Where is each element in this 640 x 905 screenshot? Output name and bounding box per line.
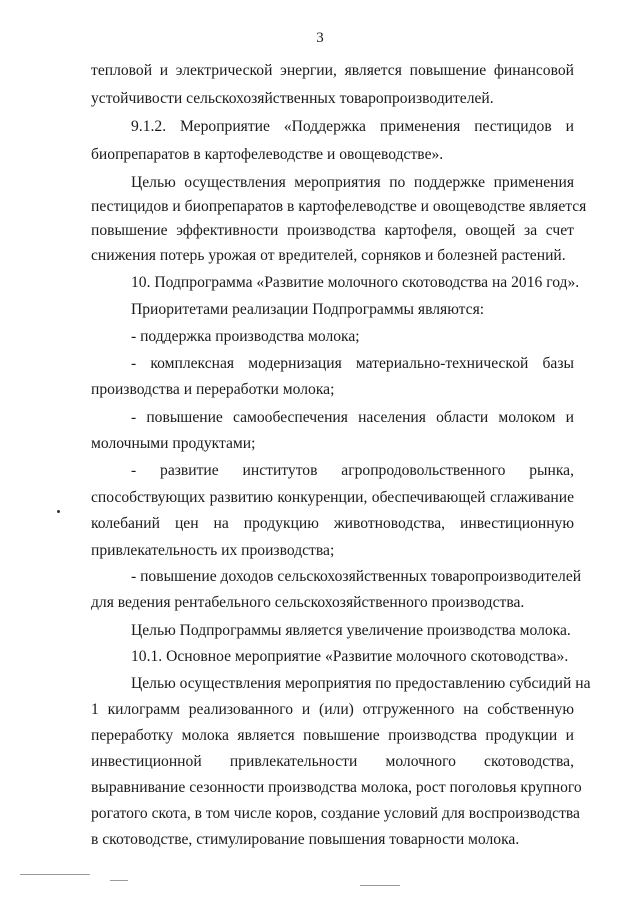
text-line: Целью Подпрограммы является увеличение производства молока. — [131, 622, 571, 639]
text-line: снижения потерь урожая от вредителей, сорняков и болезней растений. — [91, 247, 566, 264]
text-line: 10.1. Основное мероприятие «Развитие молочного скотоводства». — [131, 648, 569, 665]
scan-artifact-line — [110, 880, 128, 881]
text-line: производства и переработки молока; — [91, 381, 335, 398]
text-line: биопрепаратов в картофелеводстве и овощеводстве». — [91, 146, 444, 163]
text-line: 10. Подпрограмма «Развитие молочного скотоводства на 2016 год». — [131, 274, 580, 291]
text-line: - развитие институтов агропродовольственного рынка, — [131, 462, 574, 479]
text-line: Приоритетами реализации Подпрограммы являются: — [131, 301, 485, 318]
text-line: - повышение самообеспечения населения области молоком и — [131, 409, 574, 426]
text-line: инвестиционной привлекательности молочного скотоводства, — [91, 753, 574, 770]
text-line: - комплексная модернизация материально-технической базы — [131, 355, 574, 372]
text-line: привлекательность их производства; — [91, 542, 335, 559]
text-line: тепловой и электрической энергии, является повышение финансовой — [91, 62, 574, 79]
text-line: для ведения рентабельного сельскохозяйственного производства. — [91, 594, 525, 611]
scan-artifact-dot — [57, 510, 60, 513]
scan-artifact-line — [360, 885, 400, 886]
text-line: - повышение доходов сельскохозяйственных товаропроизводителей — [131, 568, 582, 585]
text-line: способствующих развитию конкуренции, обеспечивающей сглаживание — [91, 489, 574, 506]
text-line: колебаний цен на продукцию животноводства, инвестиционную — [91, 515, 574, 532]
text-line: 9.1.2. Мероприятие «Поддержка применения пестицидов и — [131, 118, 574, 135]
text-line: в скотоводстве, стимулирование повышения товарности молока. — [91, 831, 520, 848]
page-number: 3 — [316, 30, 324, 46]
text-line: пестицидов и биопрепаратов в картофелеводстве и овощеводстве является — [91, 198, 587, 215]
text-line: Целью осуществления мероприятия по поддержке применения — [131, 174, 574, 191]
text-line: - поддержка производства молока; — [131, 328, 360, 345]
text-line: рогатого скота, в том числе коров, создание условий для воспроизводства — [91, 805, 580, 822]
text-line: молочными продуктами; — [91, 435, 256, 452]
text-line: устойчивости сельскохозяйственных товаропроизводителей. — [91, 90, 494, 107]
text-line: переработку молока является повышение производства продукции и — [91, 727, 574, 744]
scan-artifact-line — [20, 874, 90, 875]
text-line: выравнивание сезонности производства молока, рост поголовья крупного — [91, 779, 582, 796]
text-line: Целью осуществления мероприятия по предоставлению субсидий на — [131, 675, 591, 692]
text-line: повышение эффективности производства картофеля, овощей за счет — [91, 222, 574, 239]
text-line: 1 килограмм реализованного и (или) отгруженного на собственную — [91, 701, 574, 718]
